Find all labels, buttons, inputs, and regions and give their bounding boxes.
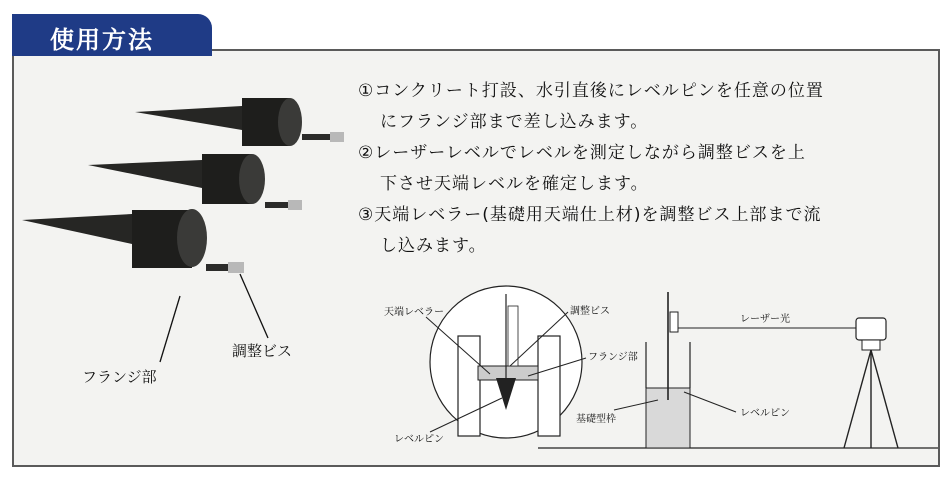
level-pins-photo [20, 70, 350, 390]
screw-label: 調整ビス [232, 342, 293, 360]
section-title-bar [12, 14, 212, 56]
screw-leader [240, 274, 268, 338]
level-pin-1 [135, 98, 344, 146]
step-1-line-2: にフランジ部まで差し込みます。 [380, 112, 649, 132]
step-2-line-2: 下させ天端レベルを確定します。 [380, 174, 649, 194]
diagram-flange-label: フランジ部 [588, 352, 638, 363]
diagram-leveler-label: 天端レベラー [384, 307, 444, 318]
step-1-line-1: ①コンクリート打設、水引直後にレベルピンを任意の位置 [358, 81, 824, 101]
step-3-line-2: し込みます。 [380, 236, 487, 256]
flange-label: フランジ部 [82, 368, 157, 386]
diagram-laser-label: レーザー光 [740, 314, 790, 325]
instruction-steps [358, 76, 928, 262]
diagram-form-label: 基礎型枠 [576, 414, 616, 425]
flange-leader [160, 296, 180, 362]
section-title: 使用方法 [50, 26, 154, 54]
step-2-line-1: ②レーザーレベルでレベルを測定しながら調整ビスを上 [358, 143, 806, 163]
step-3-line-1: ③天端レベラー(基礎用天端仕上材)を調整ビス上部まで流 [358, 205, 822, 225]
level-pin-2 [88, 154, 302, 210]
laser-level-tripod [844, 318, 898, 448]
diagram-pin-left-label: レベルピン [394, 434, 444, 445]
zoom-detail [430, 286, 582, 438]
diagram-screw-label: 調整ビス [570, 306, 610, 317]
installation-diagram [378, 282, 938, 464]
diagram-pin-right-label: レベルピン [740, 408, 790, 419]
level-pin-3 [22, 209, 244, 273]
